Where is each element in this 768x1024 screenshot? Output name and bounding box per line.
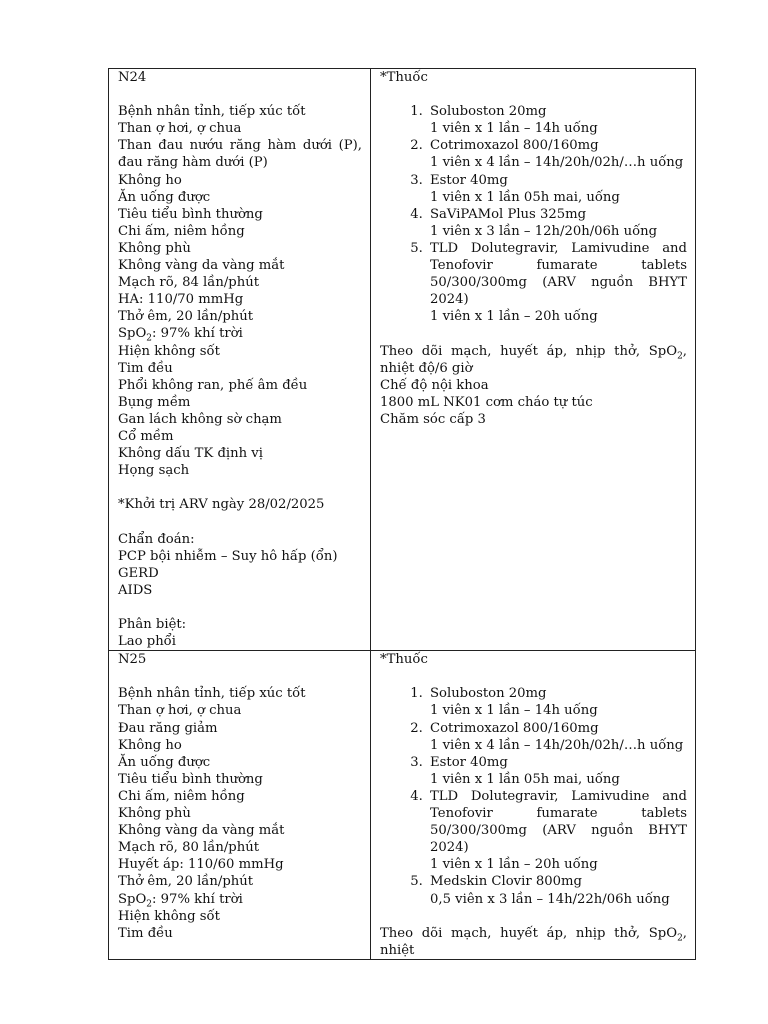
medication-dose: 1 viên x 1 lần – 20h uống — [430, 309, 598, 325]
list-item: Chế độ nội khoa — [380, 377, 489, 393]
medication-name: 5. Medskin Clovir 800mg — [430, 874, 582, 890]
medication-item — [427, 206, 687, 240]
list-item: Không phù — [118, 240, 191, 256]
medication-name: 4. SaViPAMol Plus 325mg — [430, 206, 587, 222]
medication-dose: 1 viên x 4 lần – 14h/20h/02h/…h uống — [430, 155, 684, 171]
list-item: Không vàng da vàng mắt — [118, 258, 285, 274]
medication-list — [380, 103, 687, 325]
medication-dose: 1 viên x 1 lần 05h mai, uống — [430, 771, 620, 787]
list-item: SpO$_2$: 97% khí trời — [118, 326, 243, 345]
list-item: Thở êm, 20 lần/phút — [118, 309, 254, 325]
medication-name: 4. TLD Dolutegravir, Lamivudine and Tenofovir fumarate tablets 50/300/300mg (ARV nguồn BHYT 2024) — [430, 788, 687, 856]
list-item: Than ợ hơi, ợ chua — [118, 703, 242, 719]
day-label: N24 — [118, 70, 147, 85]
treatment-cell — [371, 651, 696, 960]
list-item: Gan lách không sờ chạm — [118, 411, 282, 427]
list-item: GERD — [118, 565, 159, 581]
list-item: Mạch rõ, 80 lần/phút — [118, 840, 259, 856]
arv-start-note: *Khởi trị ARV ngày 28/02/2025 — [118, 497, 325, 513]
list-item: Mạch rõ, 84 lần/phút — [118, 275, 259, 291]
list-item: Ăn uống được — [118, 754, 211, 770]
diagnosis-list — [118, 548, 362, 599]
list-item: Không vàng da vàng mắt — [118, 823, 285, 839]
list-item: Thở êm, 20 lần/phút — [118, 874, 254, 890]
clinical-exam-cell — [109, 651, 371, 960]
medication-list — [380, 685, 687, 907]
medication-item — [427, 788, 687, 873]
list-item: Theo dõi mạch, huyết áp, nhịp thở, SpO$_2$, nhiệt độ/6 giờ — [380, 343, 687, 376]
list-item: Không phù — [118, 806, 191, 822]
medication-item — [427, 685, 687, 719]
list-item: Chi ấm, niêm hồng — [118, 223, 245, 239]
medication-item — [427, 240, 687, 325]
medication-item — [427, 720, 687, 754]
list-item: Hiện không sốt — [118, 343, 220, 359]
medication-dose: 1 viên x 1 lần – 20h uống — [430, 857, 598, 873]
day-label: N25 — [118, 652, 147, 668]
exam-list — [118, 685, 362, 941]
medication-dose: 1 viên x 1 lần – 14h uống — [430, 703, 598, 719]
medication-name: 3. Estor 40mg — [430, 754, 508, 770]
medication-heading: *Thuốc — [380, 70, 428, 85]
table-row-day-25 — [109, 651, 696, 960]
list-item: Không ho — [118, 737, 182, 753]
list-item: Tiêu tiểu bình thường — [118, 771, 263, 787]
medication-dose: 1 viên x 1 lần – 14h uống — [430, 121, 598, 137]
medication-name: 2. Cotrimoxazol 800/160mg — [430, 720, 599, 736]
orders-list — [380, 343, 687, 428]
list-item: Lao phổi — [118, 634, 176, 650]
medication-name: 1. Soluboston 20mg — [430, 104, 547, 120]
list-item: SpO$_2$: 97% khí trời — [118, 891, 243, 910]
list-item: Tim đều — [118, 925, 173, 941]
list-item: Cổ mềm — [118, 428, 174, 444]
list-item: Chăm sóc cấp 3 — [380, 411, 486, 427]
medication-dose: 1 viên x 3 lần – 12h/20h/06h uống — [430, 223, 658, 239]
differential-list — [118, 633, 362, 650]
list-item: Bụng mềm — [118, 394, 191, 410]
progress-notes-table — [108, 68, 696, 960]
list-item: Phổi không ran, phế âm đều — [118, 377, 308, 393]
list-item: AIDS — [118, 582, 153, 598]
list-item: Ăn uống được — [118, 189, 211, 205]
orders-list — [380, 925, 687, 959]
list-item: Chi ấm, niêm hồng — [118, 788, 245, 804]
list-item: Than đau nướu răng hàm dưới (P), đau răng hàm dưới (P) — [118, 138, 362, 171]
medication-item — [427, 103, 687, 137]
differential-label: Phân biệt: — [118, 617, 187, 632]
clinical-exam-cell — [109, 69, 371, 651]
list-item: Huyết áp: 110/60 mmHg — [118, 857, 284, 873]
medication-name: 2. Cotrimoxazol 800/160mg — [430, 138, 599, 154]
list-item: Than ợ hơi, ợ chua — [118, 121, 242, 137]
list-item: Không dấu TK định vị — [118, 446, 263, 462]
list-item: Tiêu tiểu bình thường — [118, 206, 263, 222]
medication-heading: *Thuốc — [380, 652, 428, 668]
medication-dose: 0,5 viên x 3 lần – 14h/22h/06h uống — [430, 891, 670, 907]
list-item: HA: 110/70 mmHg — [118, 292, 244, 308]
medication-dose: 1 viên x 1 lần 05h mai, uống — [430, 189, 620, 205]
medication-item — [427, 137, 687, 171]
medication-item — [427, 172, 687, 206]
medication-name: 1. Soluboston 20mg — [430, 686, 547, 702]
medication-item — [427, 754, 687, 788]
diagnosis-label: Chẩn đoán: — [118, 531, 195, 547]
list-item: Tim đều — [118, 360, 173, 376]
exam-list — [118, 103, 362, 479]
list-item: Bệnh nhân tỉnh, tiếp xúc tốt — [118, 686, 306, 702]
list-item: Hiện không sốt — [118, 908, 220, 924]
medication-name: 3. Estor 40mg — [430, 172, 508, 188]
list-item: Theo dõi mạch, huyết áp, nhịp thở, SpO$_2$, nhiệt — [380, 925, 687, 958]
medication-item — [427, 873, 687, 907]
medication-dose: 1 viên x 4 lần – 14h/20h/02h/…h uống — [430, 737, 684, 753]
list-item: PCP bội nhiễm – Suy hô hấp (ổn) — [118, 548, 338, 564]
list-item: Không ho — [118, 172, 182, 188]
list-item: Họng sạch — [118, 463, 190, 479]
table-row-day-24 — [109, 69, 696, 651]
treatment-cell — [371, 69, 696, 651]
list-item: Bệnh nhân tỉnh, tiếp xúc tốt — [118, 104, 306, 120]
medication-name: 5. TLD Dolutegravir, Lamivudine and Tenofovir fumarate tablets 50/300/300mg (ARV nguồn BHYT 2024) — [430, 240, 687, 308]
list-item: 1800 mL NK01 cơm cháo tự túc — [380, 394, 593, 410]
list-item: Đau răng giảm — [118, 720, 218, 736]
